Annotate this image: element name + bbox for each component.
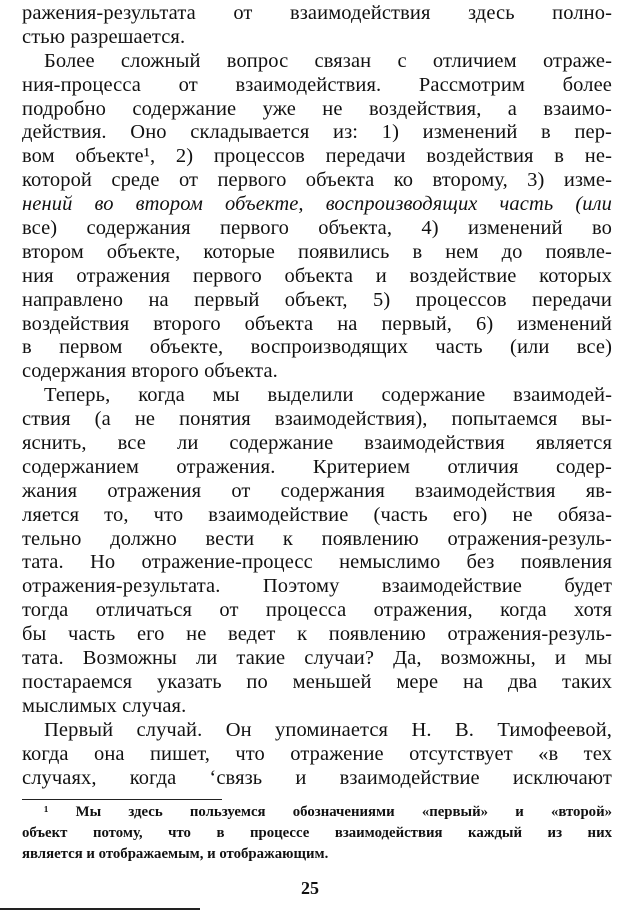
text-line: тогда отличаться от процесса отражения, когда хотя (22, 599, 612, 622)
text-line: когда она пишет, что отражение отсутствует «в тех (22, 742, 612, 765)
footnote-divider (22, 799, 222, 800)
text-line: ния отражения первого объекта и воздействие которых (22, 264, 612, 287)
text-line: втором объекте, которые появились в нем до появле- (22, 240, 612, 263)
text-line: тельно должно вести к появлению отражения-резуль- (22, 527, 612, 550)
text-line: ляется то, что взаимодействие (часть его) не обяза- (22, 503, 612, 526)
text-line: мыслимых случая. (22, 694, 187, 717)
text-line: действия. Оно складывается из: 1) изменений в пер- (22, 121, 612, 144)
text-line: подробно содержание уже не воздействия, а взаимо- (22, 97, 612, 120)
text-line: воздействия второго объекта на первый, 6) изменений (22, 312, 612, 335)
text-line: Теперь, когда мы выделили содержание взаимодей- (44, 384, 612, 407)
text-line: в первом объекте, воспроизводящих часть (или все) (22, 336, 612, 359)
bottom-rule (0, 908, 200, 910)
text-line: отражения-результата. Поэтому взаимодействие будет (22, 575, 612, 598)
page-number: 25 (301, 878, 319, 898)
text-line: Первый случай. Он упоминается Н. В. Тимофеевой, (44, 718, 612, 741)
text-line: направлено на первый объект, 5) процессов передачи (22, 288, 612, 311)
footnote-line: ¹ Мы здесь пользуемся обозначениями «первый» и «второй» (44, 804, 612, 820)
text-line: тата. Но отражение-процесс немыслимо без появления (22, 551, 612, 574)
text-line: ражения-результата от взаимодействия здесь полно- (22, 2, 612, 24)
text-line: ствия (а не понятия взаимодействия), попытаемся вы- (22, 408, 612, 431)
text-line: бы часть его не ведет к появлению отражения-резуль- (22, 623, 612, 646)
footnote (22, 802, 612, 865)
text-line-italic: нений во втором объекте, воспроизводящих часть (или (22, 193, 612, 216)
text-line: стью разрешается. (22, 25, 186, 48)
text-line: постараемся указать по меньшей мере на два таких (22, 670, 612, 693)
text-line: тата. Возможны ли такие случаи? Да, возможны, и мы (22, 647, 612, 670)
body-text (22, 2, 612, 790)
text-line: случаях, когда ‘связь и взаимодействие исключают (22, 766, 612, 789)
text-line: жания отражения от содержания взаимодействия яв- (22, 479, 612, 502)
text-line: вом объекте¹, 2) процессов передачи воздействия в не- (22, 145, 612, 168)
text-line: которой среде от первого объекта ко второму, 3) изме- (22, 169, 612, 192)
text-line: яснить, все ли содержание взаимодействия является (22, 432, 612, 455)
text-line: ния-процесса от взаимодействия. Рассмотрим более (22, 73, 612, 96)
text-line: Более сложный вопрос связан с отличием отраже- (44, 49, 612, 72)
text-line: содержания второго объекта. (22, 360, 278, 383)
text-line: содержанием отражения. Критерием отличия содер- (22, 455, 612, 478)
text-line: все) содержания первого объекта, 4) изменений во (22, 217, 612, 240)
footnote-line: объект потому, что в процессе взаимодействия каждый из них (22, 825, 612, 841)
footnote-line: является и отображаемым, и отображающим. (22, 846, 329, 862)
